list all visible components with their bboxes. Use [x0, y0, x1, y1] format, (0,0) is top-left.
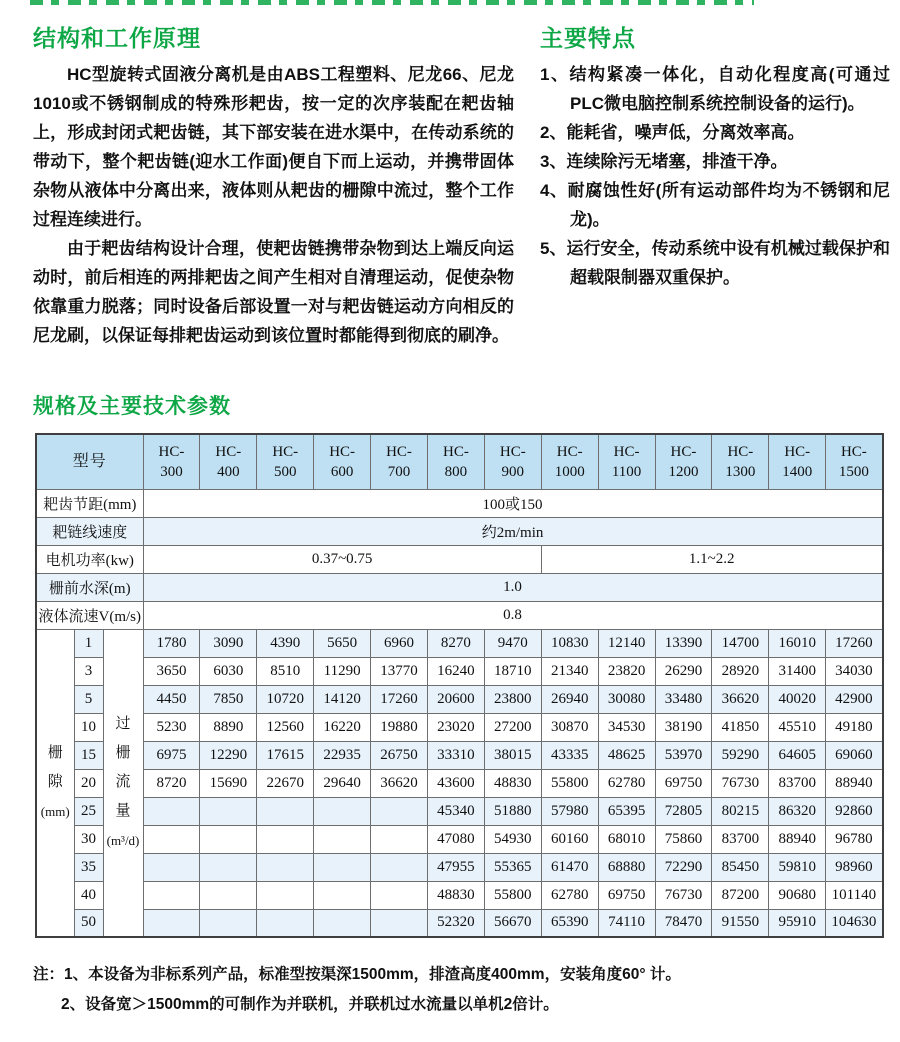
flow-value-cell: 22935	[314, 741, 371, 769]
flow-data-row	[36, 713, 883, 741]
flow-value-cell: 48625	[598, 741, 655, 769]
flow-value-cell: 6975	[143, 741, 200, 769]
gap-axis-label-cell	[36, 629, 74, 937]
gap-value-cell: 5	[74, 685, 103, 713]
flow-value-cell	[314, 797, 371, 825]
intro-paragraph-2: 由于耙齿结构设计合理，使耙齿链携带杂物到达上端反向运动时，前后相连的两排耙齿之间产生相对自清理运动，促使杂物依靠重力脱落；同时设备后部设置一对与耙齿链运动方向相反的尼龙刷，以保证每排耙齿运动到该位置时都能得到彻底的刷净。	[33, 239, 514, 345]
section-title-structure: 结构和工作原理	[33, 25, 201, 51]
flow-value-cell: 18710	[484, 657, 541, 685]
flow-value-cell	[314, 853, 371, 881]
param-value-cell: 0.37~0.75	[143, 545, 541, 573]
flow-data-row	[36, 769, 883, 797]
gap-value-cell: 1	[74, 629, 103, 657]
flow-value-cell: 62780	[598, 769, 655, 797]
model-header-cell: HC- 600	[314, 434, 371, 489]
flow-value-cell	[143, 881, 200, 909]
flow-value-cell: 64605	[769, 741, 826, 769]
model-header-cell: HC- 1200	[655, 434, 712, 489]
param-value-cell: 1.0	[143, 573, 883, 601]
flow-value-cell: 4450	[143, 685, 200, 713]
flow-value-cell	[314, 909, 371, 937]
flow-value-cell: 16240	[427, 657, 484, 685]
flow-value-cell: 17260	[826, 629, 883, 657]
note-line-2: 2、设备宽＞1500mm的可制作为并联机，并联机过水流量以单机2倍计。	[61, 996, 559, 1013]
flow-value-cell: 91550	[712, 909, 769, 937]
flow-value-cell: 42900	[826, 685, 883, 713]
flow-data-row	[36, 853, 883, 881]
param-row	[36, 517, 883, 545]
flow-value-cell: 33310	[427, 741, 484, 769]
gap-value-cell: 3	[74, 657, 103, 685]
flow-value-cell	[200, 853, 257, 881]
param-value-cell: 1.1~2.2	[541, 545, 882, 573]
flow-value-cell: 11290	[314, 657, 371, 685]
flow-value-cell: 23800	[484, 685, 541, 713]
section-title-spec: 规格及主要技术参数	[33, 395, 231, 418]
flow-value-cell: 13770	[371, 657, 428, 685]
flow-value-cell: 33480	[655, 685, 712, 713]
flow-value-cell: 95910	[769, 909, 826, 937]
param-label-cell: 液体流速V(m/s)	[36, 601, 143, 629]
flow-value-cell: 96780	[826, 825, 883, 853]
flow-value-cell	[257, 797, 314, 825]
gap-value-cell: 10	[74, 713, 103, 741]
flow-data-row	[36, 825, 883, 853]
gap-axis-char: (mm)	[40, 804, 70, 820]
flow-data-row	[36, 909, 883, 937]
model-header-cell: HC- 1000	[541, 434, 598, 489]
flow-value-cell: 10830	[541, 629, 598, 657]
flow-value-cell: 28920	[712, 657, 769, 685]
param-row	[36, 489, 883, 517]
flow-value-cell: 8510	[257, 657, 314, 685]
flow-value-cell: 14120	[314, 685, 371, 713]
flow-value-cell	[257, 853, 314, 881]
feature-item-4: 4、耐腐蚀性好(所有运动部件均为不锈钢和尼龙)。	[540, 181, 890, 229]
flow-value-cell: 9470	[484, 629, 541, 657]
flow-value-cell: 6030	[200, 657, 257, 685]
flow-value-cell: 86320	[769, 797, 826, 825]
flow-value-cell: 17260	[371, 685, 428, 713]
flow-value-cell: 4390	[257, 629, 314, 657]
features-list	[540, 60, 890, 292]
flow-value-cell: 68010	[598, 825, 655, 853]
flow-value-cell: 61470	[541, 853, 598, 881]
flow-value-cell	[314, 881, 371, 909]
flow-value-cell: 55365	[484, 853, 541, 881]
flow-value-cell: 83700	[769, 769, 826, 797]
gap-value-cell: 25	[74, 797, 103, 825]
flow-value-cell	[371, 797, 428, 825]
flow-value-cell: 51880	[484, 797, 541, 825]
gap-value-cell: 30	[74, 825, 103, 853]
flow-axis-char: 栅	[115, 745, 131, 762]
flow-value-cell: 8720	[143, 769, 200, 797]
gap-axis-char: 栅	[47, 745, 63, 762]
flow-data-row	[36, 797, 883, 825]
flow-value-cell: 17615	[257, 741, 314, 769]
flow-value-cell: 8270	[427, 629, 484, 657]
flow-value-cell: 45510	[769, 713, 826, 741]
flow-value-cell: 12560	[257, 713, 314, 741]
param-value-cell: 约2m/min	[143, 517, 883, 545]
param-label-cell: 耙链线速度	[36, 517, 143, 545]
spec-table-container	[35, 433, 884, 938]
feature-item-2: 2、能耗省，噪声低，分离效率高。	[540, 123, 805, 142]
flow-value-cell: 48830	[484, 769, 541, 797]
model-header-cell: HC- 1100	[598, 434, 655, 489]
flow-value-cell: 36620	[371, 769, 428, 797]
flow-value-cell: 59810	[769, 853, 826, 881]
flow-value-cell: 47080	[427, 825, 484, 853]
param-row	[36, 545, 883, 573]
flow-value-cell	[143, 853, 200, 881]
flow-value-cell: 10720	[257, 685, 314, 713]
flow-value-cell: 62780	[541, 881, 598, 909]
flow-value-cell: 5230	[143, 713, 200, 741]
flow-value-cell	[143, 909, 200, 937]
flow-value-cell	[257, 825, 314, 853]
flow-value-cell: 88940	[826, 769, 883, 797]
gap-value-cell: 20	[74, 769, 103, 797]
flow-value-cell	[371, 881, 428, 909]
gap-value-cell: 40	[74, 881, 103, 909]
flow-value-cell: 41850	[712, 713, 769, 741]
flow-value-cell: 1780	[143, 629, 200, 657]
model-header-cell: HC- 700	[371, 434, 428, 489]
gap-value-cell: 50	[74, 909, 103, 937]
flow-value-cell: 80215	[712, 797, 769, 825]
flow-value-cell: 88940	[769, 825, 826, 853]
flow-data-row	[36, 881, 883, 909]
flow-value-cell	[143, 797, 200, 825]
flow-value-cell: 76730	[712, 769, 769, 797]
flow-value-cell	[200, 881, 257, 909]
flow-value-cell: 21340	[541, 657, 598, 685]
flow-axis-label-cell	[103, 629, 143, 937]
flow-value-cell	[257, 909, 314, 937]
flow-value-cell: 52320	[427, 909, 484, 937]
flow-value-cell: 49180	[826, 713, 883, 741]
flow-value-cell: 69750	[598, 881, 655, 909]
flow-value-cell: 90680	[769, 881, 826, 909]
flow-value-cell: 56670	[484, 909, 541, 937]
flow-value-cell: 34030	[826, 657, 883, 685]
flow-value-cell	[257, 881, 314, 909]
flow-value-cell: 23020	[427, 713, 484, 741]
flow-value-cell: 3090	[200, 629, 257, 657]
flow-value-cell: 76730	[655, 881, 712, 909]
flow-value-cell: 12140	[598, 629, 655, 657]
flow-value-cell: 26750	[371, 741, 428, 769]
param-label-cell: 电机功率(kw)	[36, 545, 143, 573]
flow-value-cell: 30080	[598, 685, 655, 713]
gap-value-cell: 35	[74, 853, 103, 881]
model-header-cell: HC- 900	[484, 434, 541, 489]
flow-axis-char: (m³/d)	[106, 833, 140, 849]
flow-value-cell: 53970	[655, 741, 712, 769]
flow-value-cell: 6960	[371, 629, 428, 657]
flow-value-cell: 40020	[769, 685, 826, 713]
flow-value-cell: 38190	[655, 713, 712, 741]
flow-axis-char: 流	[115, 774, 131, 791]
flow-value-cell: 54930	[484, 825, 541, 853]
cropped-page-title-strip	[30, 0, 754, 5]
model-header-cell: HC- 1400	[769, 434, 826, 489]
flow-value-cell: 55800	[541, 769, 598, 797]
flow-value-cell: 22670	[257, 769, 314, 797]
flow-value-cell: 26940	[541, 685, 598, 713]
flow-value-cell: 47955	[427, 853, 484, 881]
flow-value-cell: 16010	[769, 629, 826, 657]
flow-value-cell: 3650	[143, 657, 200, 685]
param-row	[36, 601, 883, 629]
param-row	[36, 573, 883, 601]
flow-value-cell: 65395	[598, 797, 655, 825]
flow-value-cell: 68880	[598, 853, 655, 881]
flow-value-cell	[314, 825, 371, 853]
model-header-cell: HC- 300	[143, 434, 200, 489]
flow-value-cell: 38015	[484, 741, 541, 769]
flow-value-cell: 72290	[655, 853, 712, 881]
flow-value-cell: 31400	[769, 657, 826, 685]
flow-value-cell: 48830	[427, 881, 484, 909]
flow-value-cell	[143, 825, 200, 853]
param-value-cell: 100或150	[143, 489, 883, 517]
flow-data-row	[36, 629, 883, 657]
flow-value-cell: 14700	[712, 629, 769, 657]
table-notes	[33, 960, 873, 1020]
flow-value-cell	[371, 853, 428, 881]
flow-value-cell	[371, 825, 428, 853]
flow-axis-char: 过	[115, 716, 131, 733]
flow-axis-char: 量	[115, 803, 131, 820]
flow-value-cell: 19880	[371, 713, 428, 741]
flow-value-cell: 101140	[826, 881, 883, 909]
flow-value-cell: 15690	[200, 769, 257, 797]
flow-value-cell: 104630	[826, 909, 883, 937]
flow-value-cell: 65390	[541, 909, 598, 937]
flow-data-row	[36, 657, 883, 685]
flow-value-cell: 34530	[598, 713, 655, 741]
flow-value-cell: 8890	[200, 713, 257, 741]
param-label-cell: 栅前水深(m)	[36, 573, 143, 601]
model-header-cell: HC- 500	[257, 434, 314, 489]
gap-axis-char: 隙	[47, 774, 63, 791]
flow-value-cell: 12290	[200, 741, 257, 769]
flow-value-cell: 74110	[598, 909, 655, 937]
flow-value-cell: 20600	[427, 685, 484, 713]
spec-table	[35, 433, 884, 938]
flow-value-cell	[371, 909, 428, 937]
flow-value-cell: 60160	[541, 825, 598, 853]
flow-value-cell: 23820	[598, 657, 655, 685]
intro-paragraph-1: HC型旋转式固液分离机是由ABS工程塑料、尼龙66、尼龙1010或不锈钢制成的特殊形耙齿，按一定的次序装配在耙齿轴上，形成封闭式耙齿链，其下部安装在进水渠中，在传动系统的带动下，整个耙齿链(迎水工作面)便自下而上运动，并携带固体杂物从液体中分离出来，液体则从耙齿的栅隙中流过，整个工作过程连续进行。	[33, 65, 514, 229]
section-title-features: 主要特点	[540, 25, 636, 51]
flow-value-cell: 83700	[712, 825, 769, 853]
gap-value-cell: 15	[74, 741, 103, 769]
flow-value-cell: 36620	[712, 685, 769, 713]
flow-value-cell: 16220	[314, 713, 371, 741]
flow-value-cell: 87200	[712, 881, 769, 909]
flow-value-cell: 5650	[314, 629, 371, 657]
model-header-cell: HC- 1300	[712, 434, 769, 489]
model-header-cell: HC- 1500	[826, 434, 883, 489]
model-header-cell: HC- 800	[427, 434, 484, 489]
flow-data-row	[36, 741, 883, 769]
flow-value-cell: 85450	[712, 853, 769, 881]
param-label-cell: 耙齿节距(mm)	[36, 489, 143, 517]
param-value-cell: 0.8	[143, 601, 883, 629]
flow-value-cell	[200, 797, 257, 825]
flow-value-cell: 69750	[655, 769, 712, 797]
model-header-cell: HC- 400	[200, 434, 257, 489]
flow-data-row	[36, 685, 883, 713]
feature-item-1: 1、结构紧凑一体化，自动化程度高(可通过PLC微电脑控制系统控制设备的运行)。	[540, 65, 890, 113]
model-corner-cell: 型号	[36, 434, 143, 489]
flow-value-cell: 59290	[712, 741, 769, 769]
flow-value-cell	[200, 825, 257, 853]
note-line-1: 注：1、本设备为非标系列产品，标准型按渠深1500mm，排渣高度400mm，安装角度60° 计。	[33, 966, 681, 983]
flow-value-cell: 30870	[541, 713, 598, 741]
feature-item-5: 5、运行安全，传动系统中设有机械过载保护和超载限制器双重保护。	[540, 239, 890, 287]
flow-value-cell: 72805	[655, 797, 712, 825]
spec-header-row	[36, 434, 883, 489]
flow-value-cell: 43600	[427, 769, 484, 797]
flow-value-cell: 69060	[826, 741, 883, 769]
flow-value-cell: 26290	[655, 657, 712, 685]
flow-value-cell: 29640	[314, 769, 371, 797]
flow-value-cell: 92860	[826, 797, 883, 825]
flow-value-cell: 55800	[484, 881, 541, 909]
flow-value-cell: 75860	[655, 825, 712, 853]
flow-value-cell: 98960	[826, 853, 883, 881]
flow-value-cell: 45340	[427, 797, 484, 825]
feature-item-3: 3、连续除污无堵塞，排渣干净。	[540, 152, 788, 171]
flow-value-cell: 27200	[484, 713, 541, 741]
flow-value-cell: 43335	[541, 741, 598, 769]
flow-value-cell: 7850	[200, 685, 257, 713]
flow-value-cell: 78470	[655, 909, 712, 937]
structure-description	[33, 60, 514, 350]
flow-value-cell: 57980	[541, 797, 598, 825]
flow-value-cell: 13390	[655, 629, 712, 657]
flow-value-cell	[200, 909, 257, 937]
